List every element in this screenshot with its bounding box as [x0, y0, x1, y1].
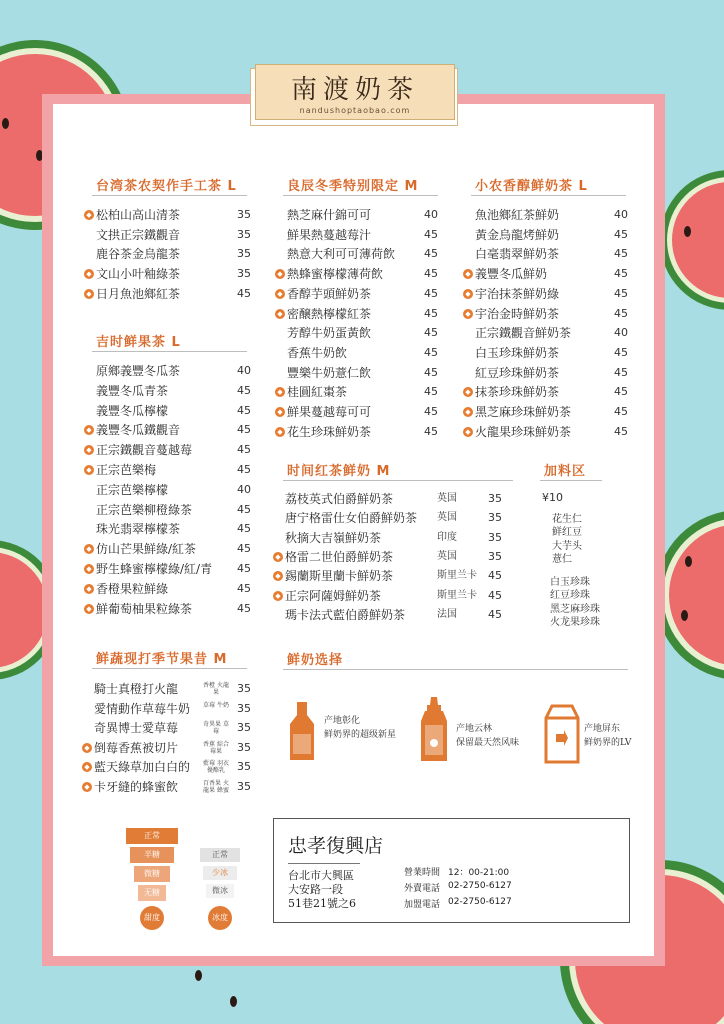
menu-item-name: 格雷二世伯爵鮮奶茶	[285, 550, 394, 564]
menu-item-name: 日月魚池鄉紅茶	[96, 287, 181, 301]
menu-item	[84, 757, 191, 777]
topping-item: 白玉珍珠	[550, 577, 590, 588]
menu-item-name: 黑芝麻珍珠鮮奶茶	[475, 405, 572, 419]
recommended-icon: ◆	[463, 387, 473, 397]
shop-franchise-phone: 02-2750-6127	[448, 897, 512, 907]
menu-item-name: 熱蜂蜜檸檬薄荷飲	[287, 267, 384, 281]
menu-item	[465, 422, 572, 442]
menu-item-ingredients: 香橙 火龍果	[203, 682, 229, 696]
menu-item-price: 35	[237, 267, 251, 280]
brand-name: 南渡奶茶	[290, 75, 419, 105]
menu-item-name: 松柏山高山清茶	[96, 208, 181, 222]
menu-item-name: 紅豆珍珠鮮奶茶	[475, 366, 560, 380]
menu-item-name: 宇治金時鮮奶茶	[475, 307, 560, 321]
recommended-icon: ◆	[84, 445, 94, 455]
sweetness-level-1: 正常	[126, 828, 178, 844]
menu-item-name: 義豐冬瓜青茶	[96, 384, 169, 398]
menu-item-price: 45	[237, 503, 251, 516]
shop-info-box	[273, 818, 630, 923]
menu-item-price: 45	[424, 228, 438, 241]
section-title: 吉时鲜果茶 L	[96, 335, 181, 350]
baby-bottle-icon	[419, 697, 449, 763]
menu-item-name: 藍天綠草加白白的	[94, 760, 191, 774]
topping-item: 鲜红豆	[552, 527, 582, 539]
menu-item	[86, 460, 157, 480]
watermelon-top-right-decoration	[660, 170, 724, 310]
menu-item-name: 白玉珍珠鮮奶茶	[475, 346, 560, 360]
shop-address-line-3: 51巷21號之6	[288, 897, 356, 910]
menu-item-ingredients: 藍莓 羽衣 優酪乳	[203, 760, 229, 774]
seed-decoration	[195, 970, 202, 981]
menu-item-ingredients: 百香果 火龍果 蜂蜜	[203, 780, 229, 794]
menu-item	[86, 559, 213, 579]
menu-item	[285, 489, 393, 509]
menu-item-price: 45	[237, 404, 251, 417]
menu-item-price: 45	[424, 247, 438, 260]
menu-item	[465, 304, 560, 324]
menu-item-ingredients: 香蕉 綜合莓果	[203, 741, 229, 755]
ice-level-1: 正常	[200, 848, 240, 862]
menu-item-name: 宇治抹茶鮮奶綠	[475, 287, 560, 301]
topping-item: 大芋头	[552, 540, 582, 552]
menu-item	[96, 225, 180, 245]
milk-option-1-origin: 产地彰化	[324, 716, 361, 726]
sweetness-badge: 甜度	[140, 906, 164, 930]
menu-item-name: 義豐冬瓜鐵觀音	[96, 423, 181, 437]
toppings-price: ¥10	[542, 491, 563, 504]
menu-item	[96, 361, 180, 381]
ice-level-3: 微冰	[206, 884, 234, 898]
menu-item-price: 45	[424, 307, 438, 320]
menu-item	[96, 381, 168, 401]
menu-item-name: 桂圓紅棗茶	[287, 385, 348, 399]
recommended-icon: ◆	[84, 465, 94, 475]
recommended-icon: ◆	[275, 289, 285, 299]
menu-item-price: 40	[424, 208, 438, 221]
milk-option-1-desc: 鲜奶界的超级新星	[324, 730, 397, 740]
menu-item	[86, 420, 181, 440]
menu-item	[94, 699, 190, 719]
menu-item-name: 卡牙縫的蜂蜜飲	[94, 780, 179, 794]
menu-item-price: 45	[614, 425, 628, 438]
menu-item	[287, 323, 371, 343]
recommended-icon: ◆	[275, 407, 285, 417]
recommended-icon: ◆	[273, 571, 283, 581]
section-divider	[92, 668, 247, 669]
menu-item-price: 45	[237, 602, 251, 615]
menu-item-name: 魚池鄉紅茶鮮奶	[475, 208, 560, 222]
milk-carton-icon	[544, 704, 580, 764]
menu-item-price: 45	[237, 582, 251, 595]
menu-item-price: 45	[237, 287, 251, 300]
menu-item-price: 35	[237, 682, 251, 695]
menu-item-price: 45	[424, 267, 438, 280]
menu-item-origin: 斯里兰卡	[437, 570, 477, 581]
milk-option-2-origin: 产地云林	[456, 724, 493, 734]
ice-level-2: 少冰	[203, 866, 237, 880]
recommended-icon: ◆	[82, 762, 92, 772]
menu-item	[94, 679, 178, 699]
recommended-icon: ◆	[463, 427, 473, 437]
menu-item-name: 原鄉義豐冬瓜茶	[96, 364, 181, 378]
menu-item	[277, 382, 348, 402]
menu-item-price: 40	[614, 208, 628, 221]
section-title: 时间红茶鲜奶 M	[287, 464, 391, 479]
section-divider	[283, 195, 438, 196]
recommended-icon: ◆	[84, 604, 94, 614]
menu-item-name: 鮮果熱蔓越莓汁	[287, 228, 372, 242]
menu-item-price: 35	[237, 780, 251, 793]
menu-item-origin: 英国	[437, 493, 457, 504]
menu-item-name: 錫蘭斯里蘭卡鮮奶茶	[285, 569, 394, 583]
menu-item-price: 45	[424, 287, 438, 300]
menu-item-price: 45	[614, 346, 628, 359]
menu-item-name: 鮮果蔓越莓可可	[287, 405, 372, 419]
menu-item-name: 正宗鐵觀音蔓越莓	[96, 443, 193, 457]
menu-item-name: 奇異博士愛草莓	[94, 721, 179, 735]
shop-hours-label: 營業時間	[404, 868, 441, 878]
menu-item-name: 瑪卡法式藍伯爵鮮奶茶	[285, 608, 406, 622]
menu-item	[86, 205, 181, 225]
menu-item-price: 45	[237, 443, 251, 456]
menu-item	[86, 284, 181, 304]
menu-item-name: 荔枝英式伯爵鮮奶茶	[285, 492, 394, 506]
menu-item-price: 45	[424, 346, 438, 359]
menu-item-price: 45	[237, 562, 251, 575]
menu-item-name: 熱意大利可可薄荷飲	[287, 247, 396, 261]
menu-item	[84, 738, 179, 758]
menu-item	[275, 586, 382, 606]
brand-url: nandushoptaobao.com	[299, 106, 411, 115]
seed-decoration	[230, 996, 237, 1007]
menu-item-price: 45	[237, 522, 251, 535]
menu-item	[277, 402, 372, 422]
menu-item	[475, 323, 571, 343]
shop-name-underline	[288, 863, 360, 864]
sweetness-level-3: 微糖	[134, 866, 170, 882]
topping-item: 黑芝麻珍珠	[550, 603, 600, 615]
menu-item-name: 正宗鐵觀音鮮奶茶	[475, 326, 572, 340]
menu-item-name: 仿山芒果鮮綠/紅茶	[96, 542, 197, 556]
section-title: 台湾茶农契作手工茶 L	[96, 179, 237, 194]
menu-item	[475, 244, 559, 264]
menu-item-price: 45	[614, 405, 628, 418]
recommended-icon: ◆	[463, 269, 473, 279]
menu-item-price: 35	[488, 531, 502, 544]
menu-item-name: 火龍果珍珠鮮奶茶	[475, 425, 572, 439]
menu-item-price: 45	[237, 542, 251, 555]
menu-item-price: 35	[237, 247, 251, 260]
menu-item-name: 黃金烏龍烤鮮奶	[475, 228, 560, 242]
menu-item-name: 珠光翡翠檸檬茶	[96, 522, 181, 536]
recommended-icon: ◆	[82, 743, 92, 753]
section-title: 良辰冬季特别限定 M	[287, 179, 419, 194]
menu-item-name: 正宗阿薩姆鮮奶茶	[285, 589, 382, 603]
menu-item-price: 35	[237, 721, 251, 734]
shop-name: 忠孝復興店	[288, 835, 384, 857]
menu-item-price: 45	[237, 384, 251, 397]
milk-divider	[283, 669, 628, 670]
menu-item	[277, 422, 372, 442]
menu-item-price: 45	[614, 247, 628, 260]
menu-item	[84, 777, 179, 797]
menu-item-ingredients: 草莓 牛奶	[203, 702, 229, 709]
recommended-icon: ◆	[84, 425, 94, 435]
toppings-title: 加料区	[544, 464, 587, 479]
menu-item-price: 45	[614, 385, 628, 398]
menu-item-price: 45	[424, 385, 438, 398]
menu-item	[475, 225, 559, 245]
menu-item-price: 45	[614, 366, 628, 379]
menu-item	[287, 244, 395, 264]
menu-item-price: 45	[488, 608, 502, 621]
recommended-icon: ◆	[84, 289, 94, 299]
menu-item-price: 35	[488, 511, 502, 524]
menu-item-name: 密醸熱檸檬紅茶	[287, 307, 372, 321]
menu-item-name: 野生蜂蜜檸檬綠/紅/青	[96, 562, 213, 576]
menu-item-price: 45	[488, 569, 502, 582]
menu-item-price: 35	[237, 760, 251, 773]
menu-item-name: 花生珍珠鮮奶茶	[287, 425, 372, 439]
menu-item	[475, 205, 559, 225]
menu-item-price: 45	[424, 366, 438, 379]
menu-item-price: 35	[488, 550, 502, 563]
menu-item-price: 45	[614, 228, 628, 241]
milk-bottle-icon	[288, 702, 316, 762]
menu-item	[277, 304, 372, 324]
menu-item	[277, 284, 372, 304]
sweetness-level-2: 半糖	[130, 847, 174, 863]
menu-item	[275, 566, 394, 586]
menu-item	[285, 508, 417, 528]
menu-item-name: 文拱正宗鐵觀音	[96, 228, 181, 242]
menu-item	[86, 599, 193, 619]
section-divider	[92, 195, 247, 196]
topping-item: 火龙果珍珠	[550, 616, 600, 628]
watermelon-right-decoration	[655, 510, 724, 680]
milk-option-3-origin: 产地屏东	[584, 724, 621, 734]
menu-item-price: 45	[614, 307, 628, 320]
shop-address-line-1: 台北市大興區	[288, 869, 354, 882]
menu-item-price: 45	[424, 405, 438, 418]
recommended-icon: ◆	[273, 591, 283, 601]
recommended-icon: ◆	[463, 289, 473, 299]
menu-item-price: 45	[237, 423, 251, 436]
menu-item	[277, 264, 384, 284]
menu-item	[86, 440, 193, 460]
milk-option-2-desc: 保留最天然风味	[456, 738, 520, 748]
menu-item-name: 愛情動作草莓牛奶	[94, 702, 191, 716]
menu-item-price: 45	[237, 463, 251, 476]
recommended-icon: ◆	[275, 427, 285, 437]
shop-delivery-label: 外賣電話	[404, 884, 441, 894]
menu-item-origin: 英国	[437, 512, 457, 523]
menu-item	[287, 225, 371, 245]
menu-item-name: 芳醇牛奶蛋黃飲	[287, 326, 372, 340]
menu-item-origin: 英国	[437, 551, 457, 562]
shop-address-line-2: 大安路一段	[288, 883, 343, 896]
topping-item: 红豆珍珠	[550, 590, 590, 602]
menu-item-name: 正宗芭樂柳橙綠茶	[96, 503, 193, 517]
menu-item-name: 義豐冬瓜鮮奶	[475, 267, 548, 281]
menu-item-origin: 斯里兰卡	[437, 590, 477, 601]
recommended-icon: ◆	[84, 210, 94, 220]
menu-item-price: 45	[488, 589, 502, 602]
menu-item	[465, 402, 572, 422]
menu-item-name: 正宗芭樂梅	[96, 463, 157, 477]
menu-item	[475, 343, 559, 363]
recommended-icon: ◆	[275, 387, 285, 397]
sweetness-level-4: 无糖	[138, 885, 166, 901]
shop-franchise-label: 加盟電話	[404, 900, 441, 910]
ice-badge: 冰度	[208, 906, 232, 930]
recommended-icon: ◆	[275, 269, 285, 279]
brand-title-box	[255, 64, 455, 120]
menu-item	[285, 528, 381, 548]
topping-item: 薏仁	[552, 553, 572, 565]
menu-item-name: 秋摘大吉嶺鮮奶茶	[285, 531, 382, 545]
menu-item	[287, 205, 371, 225]
menu-item-price: 35	[237, 702, 251, 715]
toppings-divider	[540, 480, 602, 481]
recommended-icon: ◆	[84, 269, 94, 279]
recommended-icon: ◆	[84, 544, 94, 554]
menu-item	[287, 363, 371, 383]
menu-item-price: 35	[237, 228, 251, 241]
menu-item-price: 40	[614, 326, 628, 339]
menu-item	[275, 547, 394, 567]
menu-item-name: 文山小叶釉綠茶	[96, 267, 181, 281]
recommended-icon: ◆	[463, 407, 473, 417]
menu-item-price: 35	[488, 492, 502, 505]
topping-item: 花生仁	[552, 514, 582, 525]
menu-item	[475, 363, 559, 383]
menu-item-name: 香橙果粒鮮綠	[96, 582, 169, 596]
menu-item-name: 熱芝麻什錦可可	[287, 208, 372, 222]
menu-item-name: 香蕉牛奶飲	[287, 346, 348, 360]
section-divider	[92, 351, 247, 352]
menu-item	[96, 500, 192, 520]
menu-item	[96, 480, 168, 500]
menu-item	[86, 539, 197, 559]
menu-item-name: 義豐冬瓜檸檬	[96, 404, 169, 418]
milk-title: 鲜奶选择	[287, 653, 344, 668]
menu-item-price: 45	[424, 425, 438, 438]
menu-item-price: 35	[237, 741, 251, 754]
menu-item-price: 35	[237, 208, 251, 221]
menu-item-name: 豐樂牛奶薏仁飲	[287, 366, 372, 380]
shop-delivery-phone: 02-2750-6127	[448, 881, 512, 891]
menu-item	[96, 519, 180, 539]
shop-hours-value: 12：00-21:00	[448, 868, 510, 878]
recommended-icon: ◆	[273, 552, 283, 562]
menu-item-ingredients: 奇異果 草莓	[203, 721, 229, 735]
menu-item-name: 白毫翡翠鮮奶茶	[475, 247, 560, 261]
menu-item-price: 40	[237, 364, 251, 377]
recommended-icon: ◆	[82, 782, 92, 792]
menu-item	[94, 718, 178, 738]
section-divider	[471, 195, 626, 196]
menu-item	[96, 244, 180, 264]
menu-item	[287, 343, 347, 363]
menu-item	[285, 605, 405, 625]
menu-item-name: 鮮葡萄柚果粒綠茶	[96, 602, 193, 616]
menu-item-name: 騎士真橙打火龍	[94, 682, 179, 696]
menu-item-origin: 法国	[437, 609, 457, 620]
menu-item	[86, 264, 181, 284]
menu-item	[96, 401, 168, 421]
section-title: 鲜蔬现打季节果昔 M	[96, 652, 228, 667]
menu-item-name: 鹿谷茶金烏龍茶	[96, 247, 181, 261]
milk-option-3-desc: 鲜奶界的LV	[584, 738, 632, 748]
menu-item-name: 香醇芋頭鮮奶茶	[287, 287, 372, 301]
menu-item-price: 40	[237, 483, 251, 496]
menu-item-name: 唐宁格雷仕女伯爵鮮奶茶	[285, 511, 418, 525]
menu-item-price: 45	[424, 326, 438, 339]
menu-item-origin: 印度	[437, 532, 457, 543]
menu-item-name: 正宗芭樂檸檬	[96, 483, 169, 497]
menu-item	[465, 264, 548, 284]
section-divider	[283, 480, 513, 481]
menu-item-name: 抹茶珍珠鮮奶茶	[475, 385, 560, 399]
recommended-icon: ◆	[84, 564, 94, 574]
menu-item-name: 倒莓香蕉被切片	[94, 741, 179, 755]
menu-item	[86, 579, 169, 599]
menu-item-price: 45	[614, 287, 628, 300]
menu-item	[465, 284, 560, 304]
recommended-icon: ◆	[84, 584, 94, 594]
section-title: 小农香醇鲜奶茶 L	[475, 179, 588, 194]
menu-item	[465, 382, 560, 402]
recommended-icon: ◆	[275, 309, 285, 319]
menu-item-price: 45	[614, 267, 628, 280]
recommended-icon: ◆	[463, 309, 473, 319]
